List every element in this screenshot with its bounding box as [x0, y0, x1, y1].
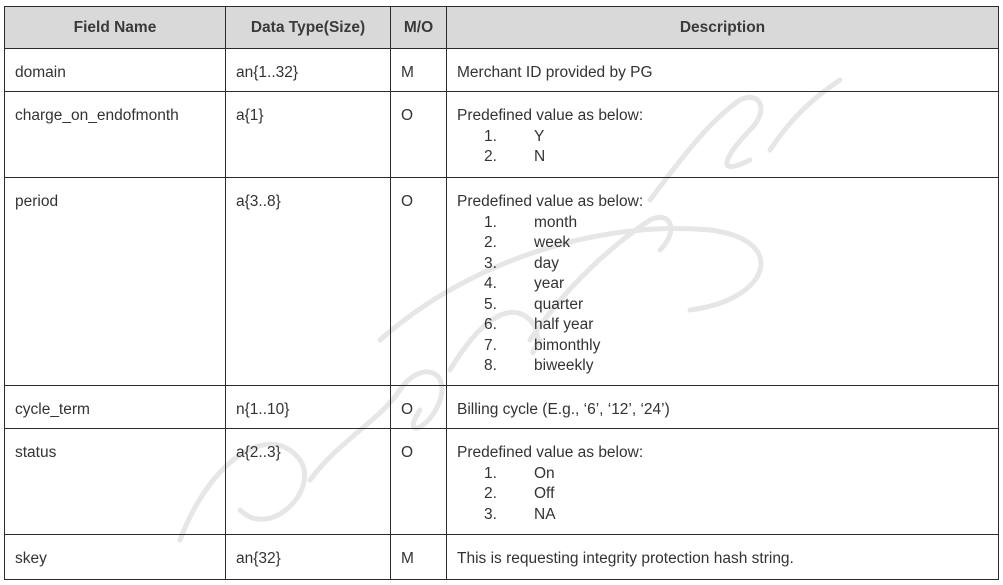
list-item: 2. week	[484, 234, 571, 251]
cell-data-type: an{1..32}	[226, 49, 391, 92]
description-text: Predefined value as below:	[457, 107, 644, 124]
cell-mo: M	[391, 535, 447, 580]
header-field-name: Field Name	[5, 7, 226, 49]
predefined-values-list	[457, 213, 988, 377]
list-item: 4. year	[484, 275, 565, 292]
predefined-values-list	[457, 127, 988, 168]
description-text: This is requesting integrity protection hash string.	[457, 550, 794, 567]
cell-description	[447, 535, 999, 580]
cell-field-name: cycle_term	[5, 386, 226, 429]
list-item: 1. month	[484, 213, 578, 231]
header-description: Description	[447, 7, 999, 49]
cell-mo: O	[391, 429, 447, 535]
list-item: 1. On	[484, 464, 555, 482]
table-row	[5, 535, 999, 580]
cell-field-name: domain	[5, 49, 226, 92]
list-item: 3. NA	[484, 505, 556, 523]
description-text: Merchant ID provided by PG	[457, 64, 653, 81]
cell-data-type: a{2..3}	[226, 429, 391, 535]
cell-mo: O	[391, 178, 447, 386]
header-mo: M/O	[391, 7, 447, 49]
cell-description	[447, 429, 999, 535]
cell-field-name: charge_on_endofmonth	[5, 92, 226, 178]
description-text: Predefined value as below:	[457, 444, 644, 461]
cell-mo: O	[391, 386, 447, 429]
list-item: 7. bimonthly	[484, 336, 601, 354]
cell-data-type: n{1..10}	[226, 386, 391, 429]
list-item: 6. half year	[484, 316, 594, 333]
cell-field-name: period	[5, 178, 226, 386]
table-row	[5, 386, 999, 429]
cell-description	[447, 92, 999, 178]
cell-mo: O	[391, 92, 447, 178]
cell-description	[447, 49, 999, 92]
cell-data-type: an{32}	[226, 535, 391, 580]
description-text: Billing cycle (E.g., ‘6’, ‘12’, ‘24’)	[457, 401, 670, 418]
list-item: 2. Off	[484, 485, 555, 502]
description-text: Predefined value as below:	[457, 193, 644, 210]
table-row	[5, 178, 999, 386]
cell-data-type: a{3..8}	[226, 178, 391, 386]
list-item: 3. day	[484, 254, 559, 272]
cell-field-name: skey	[5, 535, 226, 580]
table-header-row	[5, 7, 999, 49]
field-spec-table	[4, 6, 999, 580]
table-row	[5, 49, 999, 92]
cell-description	[447, 386, 999, 429]
list-item: 5. quarter	[484, 295, 584, 313]
cell-data-type: a{1}	[226, 92, 391, 178]
predefined-values-list	[457, 464, 988, 526]
cell-field-name: status	[5, 429, 226, 535]
table-row	[5, 92, 999, 178]
cell-description	[447, 178, 999, 386]
header-data-type: Data Type(Size)	[226, 7, 391, 49]
list-item: 1. Y	[484, 127, 545, 145]
table-row	[5, 429, 999, 535]
list-item: 8. biweekly	[484, 357, 594, 374]
cell-mo: M	[391, 49, 447, 92]
list-item: 2. N	[484, 148, 546, 165]
